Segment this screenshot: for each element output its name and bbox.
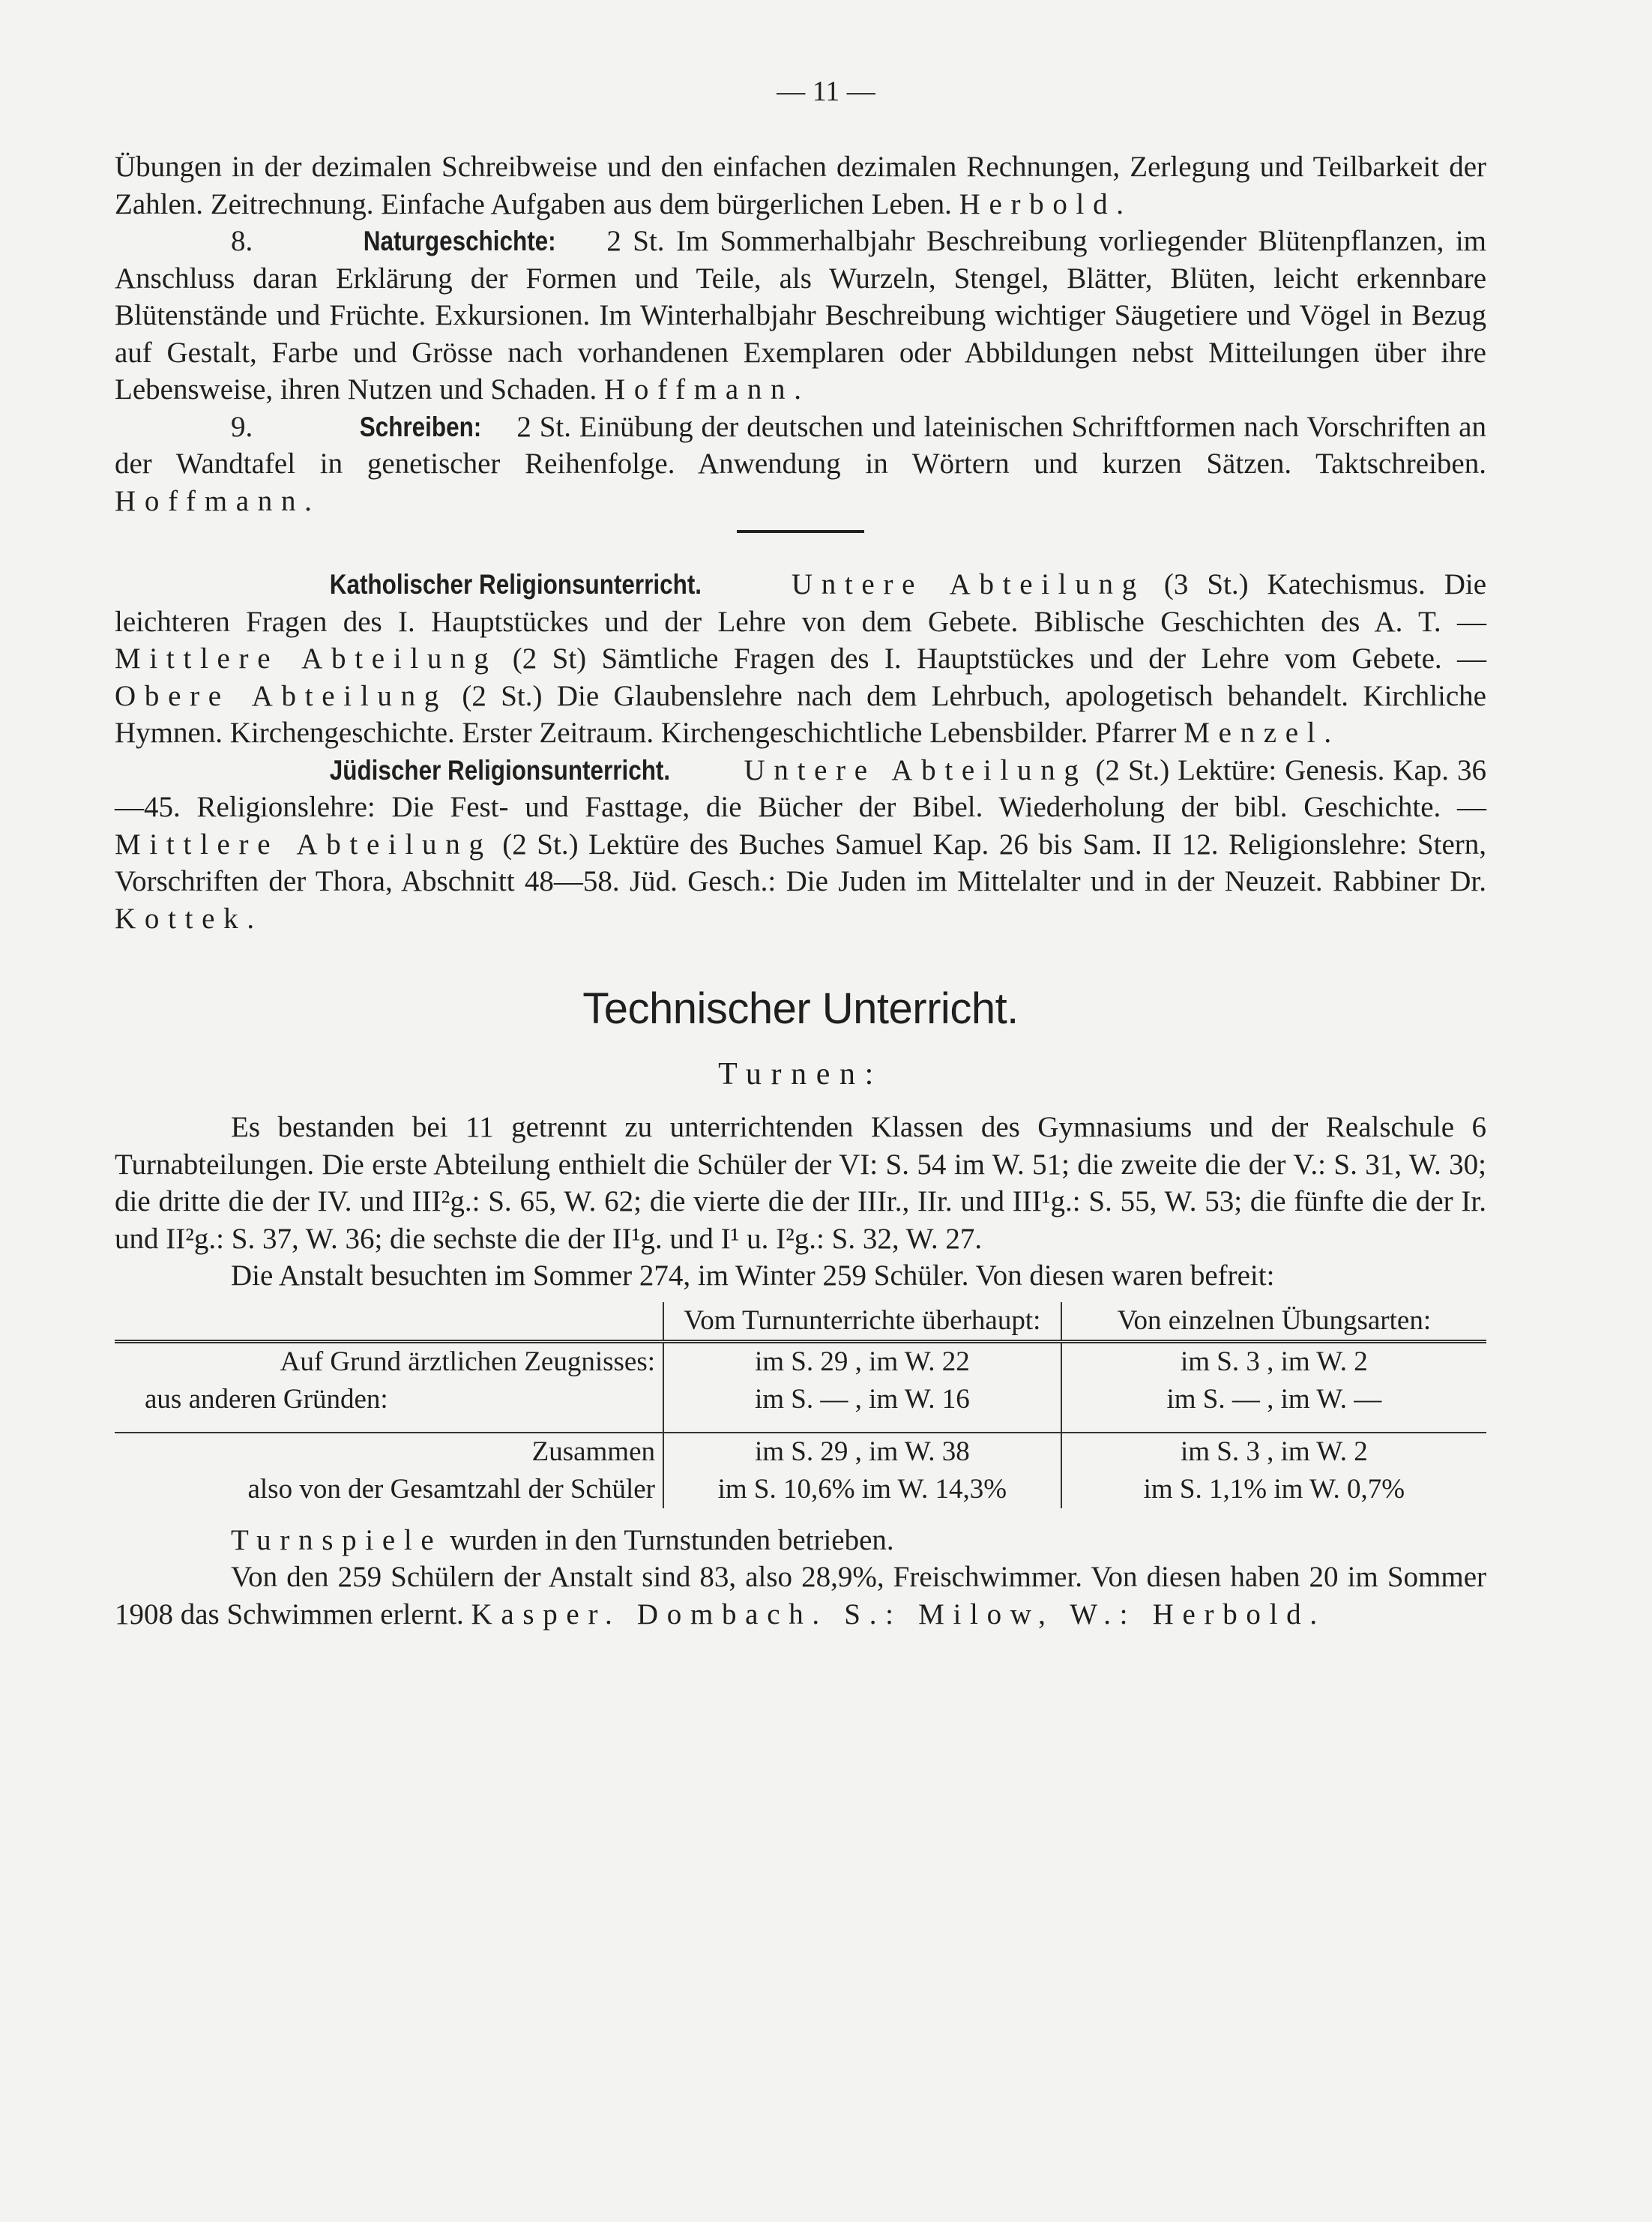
paragraph-befreit: Die Anstalt besuchten im Sommer 274, im Winter 259 Schüler. Von diesen waren befreit: <box>231 1259 1275 1292</box>
level-label: Mittlere Abteilung <box>115 828 492 861</box>
section-text: 2 St. Einübung der deutschen und lateinischen Schriftformen nach Vorschriften an der Wandtafel in genetischer Reihenfolge. Anwendung in Wörtern und kurzen Sätzen. Taktschreiben. <box>115 410 1486 480</box>
teacher-name: Herbold. <box>959 187 1133 220</box>
cell-overall: im S. 29 , im W. 22 <box>663 1341 1061 1381</box>
table-row <box>115 1341 1486 1381</box>
level-label: Obere Abteilung <box>115 679 447 712</box>
col-head-overall: Vom Turnunterrichte überhaupt: <box>663 1302 1061 1342</box>
level-label: Untere Abteilung <box>744 753 1088 786</box>
arithmetic-text: Übungen in der dezimalen Schreibweise und den einfachen dezimalen Rechnungen, Zerlegung und Teilbarkeit der Zahlen. Zeitrechnung. Einfache Aufgaben aus dem bürgerlichen Leben. <box>115 151 1486 220</box>
technical-heading: Technischer Unterricht. <box>582 984 1019 1033</box>
row-label: Auf Grund ärztlichen Zeugnisses: <box>115 1341 663 1381</box>
cell-single: im S. 1,1% im W. 0,7% <box>1061 1471 1486 1508</box>
schwimmen-text: Von den 259 Schülern der Anstalt sind 83, also 28,9%, Freischwimmer. Von diesen haben 20 im Sommer 1908 das Schwimmen erlernt. <box>115 1561 1486 1631</box>
row-label: Zusammen <box>115 1433 663 1471</box>
turnen-heading: Turnen: <box>718 1057 883 1092</box>
section-text: (2 St.) Lektüre: Genesis. Kap. 36—45. Religionslehre: Die Fest- und Fasttage, die Bücher der Bibel. Wiederholung der bibl. Geschichte. — <box>115 753 1486 823</box>
cell-overall: im S. 10,6% im W. 14,3% <box>663 1471 1061 1508</box>
cell-single: im S. 3 , im W. 2 <box>1061 1433 1486 1471</box>
table-header-row <box>115 1302 1486 1342</box>
turnspiele-label: Turnspiele <box>231 1523 443 1556</box>
paragraph-arithmetic <box>115 148 1486 223</box>
teacher-name: Menzel. <box>1184 717 1340 749</box>
row-label: aus anderen Gründen: <box>145 1383 388 1415</box>
cell-single: im S. — , im W. — <box>1061 1381 1486 1418</box>
section-number: 9. <box>231 410 253 443</box>
col-head-single: Von einzelnen Übungsarten: <box>1061 1302 1486 1342</box>
paragraph-schwimmen <box>115 1559 1486 1633</box>
paragraph-juedisch <box>115 752 1486 938</box>
paragraph-turnspiele <box>115 1522 1486 1559</box>
section-text: (3 St.) Katechismus. Die leichteren Fragen des I. Hauptstückes und der Lehre von dem Gebete. Biblische Geschichten des A. T. — <box>115 568 1486 638</box>
section-heading: Katholischer Religionsunterricht. <box>329 569 702 600</box>
row-label: also von der Gesamtzahl der Schüler <box>247 1473 655 1505</box>
paragraph-katholisch <box>115 566 1486 752</box>
paragraph-schreiben <box>115 409 1486 520</box>
section-text: (2 St.) Lektüre des Buches Samuel Kap. 26 bis Sam. II 12. Religionslehre: Stern, Vorschriften der Thora, Abschnitt 48—58. Jüd. Gesch.: Die Juden im Mittelalter und in der Neuzeit. Rabbiner Dr. <box>115 828 1487 897</box>
section-text: (2 St.) Die Glaubenslehre nach dem Lehrbuch, apologetisch behandelt. Kirchliche Hymnen. Kirchengeschichte. Erster Zeitraum. Kirchengeschichtliche Lebensbilder. Pfarrer <box>115 679 1486 749</box>
page-number: — 11 — <box>777 76 875 107</box>
turnspiele-text: wurden in den Turnstunden betrieben. <box>450 1523 894 1556</box>
table-row <box>115 1433 1486 1471</box>
cell-single: im S. 3 , im W. 2 <box>1061 1341 1486 1381</box>
section-text: (2 St) Sämtliche Fragen des I. Hauptstückes und der Lehre vom Gebete. — <box>512 642 1486 675</box>
teacher-name: Hoffmann. <box>604 373 810 406</box>
paragraph-turnen: Es bestanden bei 11 getrennt zu unterrichtenden Klassen des Gymnasiums und der Realschule 6 Turnabteilungen. Die erste Abteilung enthielt die Schüler der VI: S. 54 im W. 51; die zweite die der V.: S. 31, W. 30; die dritte die der IV. und III²g.: S. 65, W. 62; die vierte die der IIIr., IIr. und III¹g.: S. 55, W. 53; die fünfte die der Ir. und II²g.: S. 37, W. 36; die sechste die der II¹g. und I¹ u. I²g.: S. 32, W. 27. <box>115 1111 1486 1255</box>
teacher-names: Kasper. Dombach. S.: Milow, W.: Herbold. <box>471 1598 1326 1631</box>
table-row <box>115 1381 1486 1418</box>
section-heading: Naturgeschichte: <box>363 226 556 256</box>
exemption-table <box>115 1302 1486 1508</box>
section-text: 2 St. Im Sommerhalbjahr Beschreibung vorliegender Blütenpflanzen, im Anschluss daran Erklärung der Formen und Teile, als Wurzeln, Stengel, Blätter, Blüten, leicht erkennbare Blütenstände und Früchte. Exkursionen. Im Winterhalbjahr Beschreibung wichtiger Säugetiere und Vögel in Bezug auf Gestalt, Farbe und Grösse nach vorhandenen Exemplaren oder Abbildungen nebst Mitteilungen über ihre Lebensweise, ihren Nutzen und Schaden. <box>115 225 1486 406</box>
cell-overall: im S. 29 , im W. 38 <box>663 1433 1061 1471</box>
section-heading: Jüdischer Religionsunterricht. <box>329 754 671 786</box>
section-number: 8. <box>231 225 253 257</box>
cell-overall: im S. — , im W. 16 <box>663 1381 1061 1418</box>
level-label: Untere Abteilung <box>791 568 1145 600</box>
page-body <box>115 148 1486 1633</box>
table-row <box>115 1471 1486 1508</box>
teacher-name: Hoffmann. <box>115 484 321 517</box>
section-divider <box>737 530 864 533</box>
paragraph-naturgeschichte <box>115 223 1486 409</box>
section-heading: Schreiben: <box>359 411 482 442</box>
level-label: Mittlere Abteilung <box>115 642 498 675</box>
teacher-name: Kottek. <box>115 902 263 935</box>
